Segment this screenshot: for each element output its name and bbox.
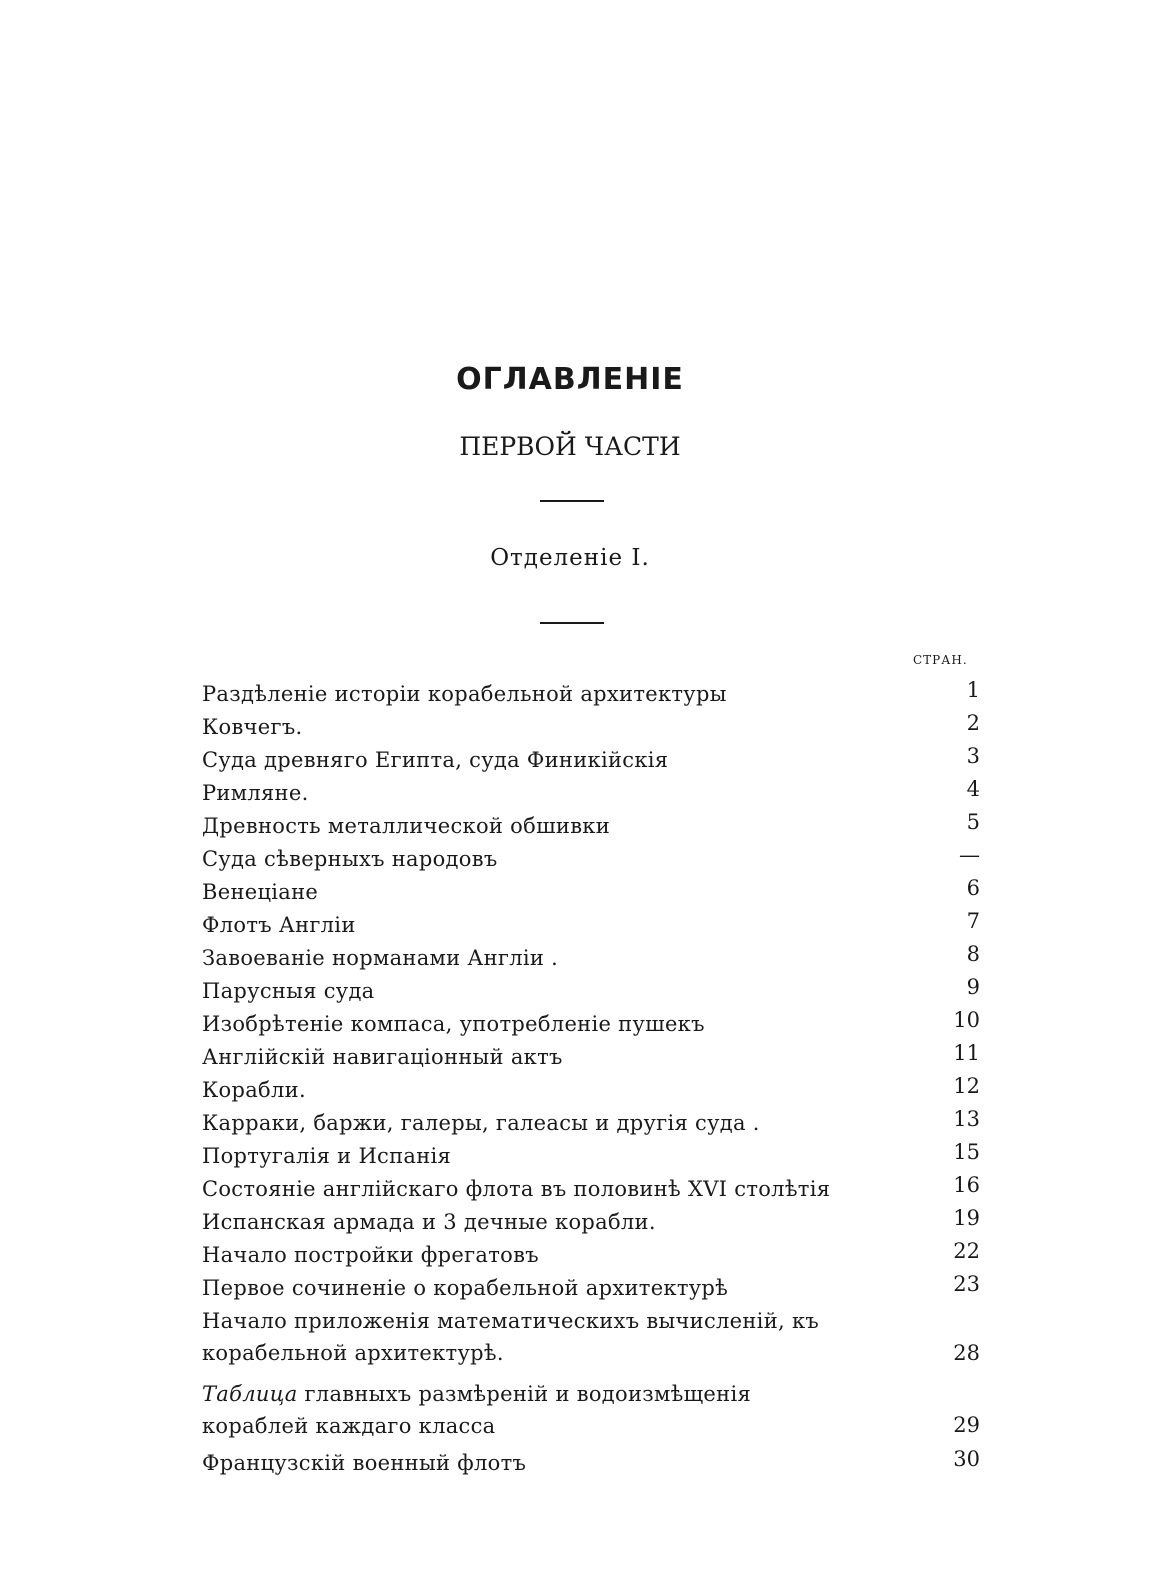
entry-text: Первое сочиненіе о корабельной архитектурѣ [202, 1276, 729, 1300]
entry-text: Раздѣленіе исторіи корабельной архитектуры [202, 682, 727, 706]
entry-text: Завоеваніе норманами Англіи . [202, 946, 559, 970]
entry-text: Начало приложенія математическихъ вычисленій, къ корабельной архитектурѣ. [202, 1309, 820, 1365]
entry-page: 7 [966, 909, 980, 933]
divider-rule [540, 622, 604, 624]
entry-text: Флотъ Англіи [202, 913, 356, 937]
entry-page: 22 [953, 1239, 980, 1263]
entry-page: 5 [966, 810, 980, 834]
entry-text: Римляне. [202, 781, 309, 805]
entry-page: 13 [953, 1107, 980, 1131]
entry-page: 11 [953, 1041, 980, 1065]
toc-title: ОГЛАВЛЕНІЕ [456, 362, 684, 397]
entry-page: 16 [953, 1173, 980, 1197]
entry-page: 8 [966, 942, 980, 966]
entry-text: Англійскій навигаціонный актъ [202, 1045, 563, 1069]
entry-page: 9 [966, 975, 980, 999]
section-heading: Отделеніе I. [490, 545, 650, 571]
entry-text: Изобрѣтеніе компаса, употребленіе пушекъ [202, 1012, 705, 1036]
entry-page: 4 [966, 777, 980, 801]
entry-text: Суда сѣверныхъ народовъ [202, 847, 498, 871]
entry-page: 3 [966, 744, 980, 768]
entry-page: 15 [953, 1140, 980, 1164]
entry-page: 19 [953, 1206, 980, 1230]
entry-page: 10 [953, 1008, 980, 1032]
entry-page: 28 [953, 1341, 980, 1365]
entry-text: Корабли. [202, 1078, 306, 1102]
toc-subtitle: ПЕРВОЙ ЧАСТИ [459, 432, 681, 461]
entry-text: главныхъ размѣреній и водоизмѣщенія кораблей каждаго класса [202, 1382, 752, 1438]
entry-text: Испанская армада и 3 дечные корабли. [202, 1210, 656, 1234]
page-column-label: СТРАН. [913, 653, 968, 667]
entry-text: Начало постройки фрегатовъ [202, 1243, 539, 1267]
entry-text: Португалія и Испанія [202, 1144, 452, 1168]
entry-text: Состояніе англійскаго флота въ половинѣ XVI столѣтія [202, 1177, 831, 1201]
entry-page: — [959, 843, 980, 867]
entry-page: 2 [966, 711, 980, 735]
entry-text: Ковчегъ. [202, 715, 303, 739]
entry-text: Венеціане [202, 880, 319, 904]
entry-text: Древность металлической обшивки [202, 814, 611, 838]
entry-page: 6 [966, 876, 980, 900]
entry-page: 23 [953, 1272, 980, 1296]
entry-text: Парусныя суда [202, 979, 375, 1003]
entry-page: 12 [953, 1074, 980, 1098]
entry-page: 29 [953, 1413, 980, 1437]
entry-italic: Таблица [202, 1382, 298, 1406]
entry-text: Карраки, баржи, галеры, галеасы и другія суда . [202, 1111, 760, 1135]
divider-rule [540, 500, 604, 502]
entry-text: Французскій военный флотъ [202, 1451, 527, 1475]
entry-page: 1 [966, 678, 980, 702]
entry-page: 30 [953, 1447, 980, 1471]
entry-text: Суда древняго Египта, суда Финикійскія [202, 748, 669, 772]
